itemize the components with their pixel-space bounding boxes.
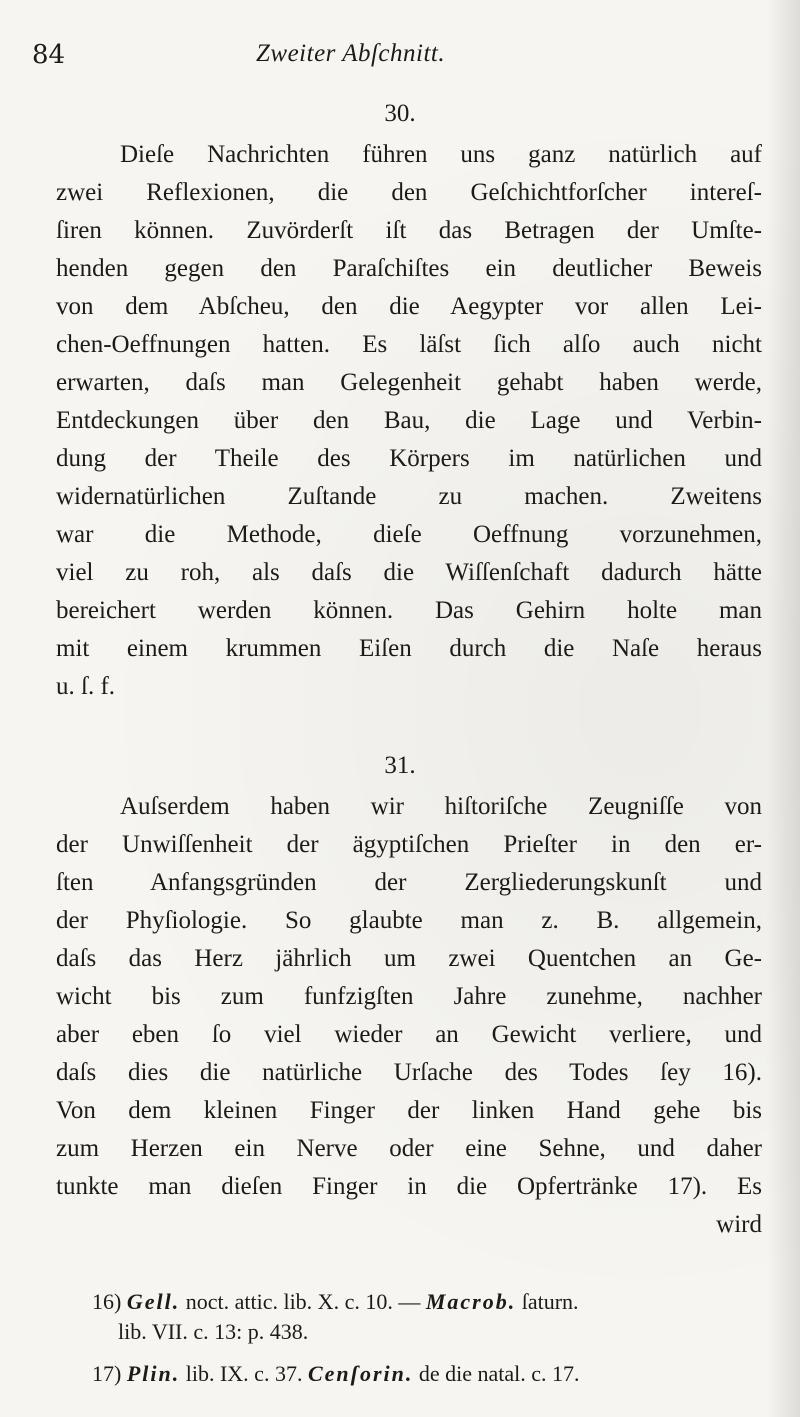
page-header [32,40,772,84]
footnote-text: de die natal. c. 17. [418,1361,580,1386]
text-line: erwarten, daſs man Gelegenheit gehabt haben werde, [56,369,762,396]
footnote-author: Gell. [126,1289,181,1314]
text-line: zwei Reflexionen, die den Geſchichtforſcher intereſ- [56,179,762,206]
footnote-marker: 17) [92,1361,122,1386]
text-line: Entdeckungen über den Bau, die Lage und Verbin- [56,407,762,434]
running-head: Zweiter Abſchnitt. [256,40,446,67]
text-line: tunkte man dieſen Finger in die Opfertränke 17). Es [56,1173,762,1200]
text-line: wicht bis zum funfzigſten Jahre zunehme, nachher [56,983,762,1010]
footnote-text: lib. IX. c. 37. [185,1361,303,1386]
text-line: chen-Oeffnungen hatten. Es läſst ſich alſo auch nicht [56,331,762,358]
footnote-16-continuation: lib. VII. c. 13: p. 438. [118,1319,309,1344]
footnote-17 [92,1360,766,1388]
section-number-30: 30. [384,100,416,127]
text-line: der Unwiſſenheit der ägyptiſchen Prieſter in den er- [56,831,762,858]
text-line: u. ſ. f. [56,673,116,700]
text-line: ſten Anfangsgründen der Zergliederungskunſt und [56,869,762,896]
text-line: henden gegen den Paraſchiſtes ein deutlicher Beweis [56,255,762,282]
text-line: viel zu roh, als daſs die Wiſſenſchaft dadurch hätte [56,559,762,586]
catchword: wird [716,1211,762,1238]
text-line: dung der Theile des Körpers im natürlichen und [56,445,762,472]
footnote-text: noct. attic. lib. X. c. 10. — [185,1289,421,1314]
section-number-31: 31. [384,752,416,779]
text-line: mit einem krummen Eiſen durch die Naſe heraus [56,635,762,662]
footnote-author: Plin. [126,1361,181,1386]
footnote-text: ſaturn. [521,1289,579,1314]
text-line: bereichert werden können. Das Gehirn holte man [56,597,762,624]
page-edge-shadow [766,0,800,1417]
text-line: daſs dies die natürliche Urſache des Todes ſey 16). [56,1059,762,1086]
text-line: aber eben ſo viel wieder an Gewicht verliere, und [56,1021,762,1048]
footnote-author: Macrob. [425,1289,517,1314]
footnote-16 [92,1288,766,1316]
text-line: von dem Abſcheu, den die Aegypter vor allen Lei- [56,293,762,320]
footnote-marker: 16) [92,1289,122,1314]
text-line: Von dem kleinen Finger der linken Hand gehe bis [56,1097,762,1124]
text-line: Dieſe Nachrichten führen uns ganz natürlich auf [120,141,762,168]
text-line: war die Methode, dieſe Oeffnung vorzunehmen, [56,521,762,548]
text-line: ſiren können. Zuvörderſt iſt das Betragen der Umſte- [56,217,762,244]
text-line: der Phyſiologie. So glaubte man z. B. allgemein, [56,907,762,934]
page-number: 84 [32,40,66,70]
text-line: widernatürlichen Zuſtande zu machen. Zweitens [56,483,762,510]
text-line: zum Herzen ein Nerve oder eine Sehne, und daher [56,1135,762,1162]
text-line: Auſserdem haben wir hiſtoriſche Zeugniſſe von [120,793,762,820]
text-line: daſs das Herz jährlich um zwei Quentchen an Ge- [56,945,762,972]
footnote-author: Cenſorin. [307,1361,414,1386]
